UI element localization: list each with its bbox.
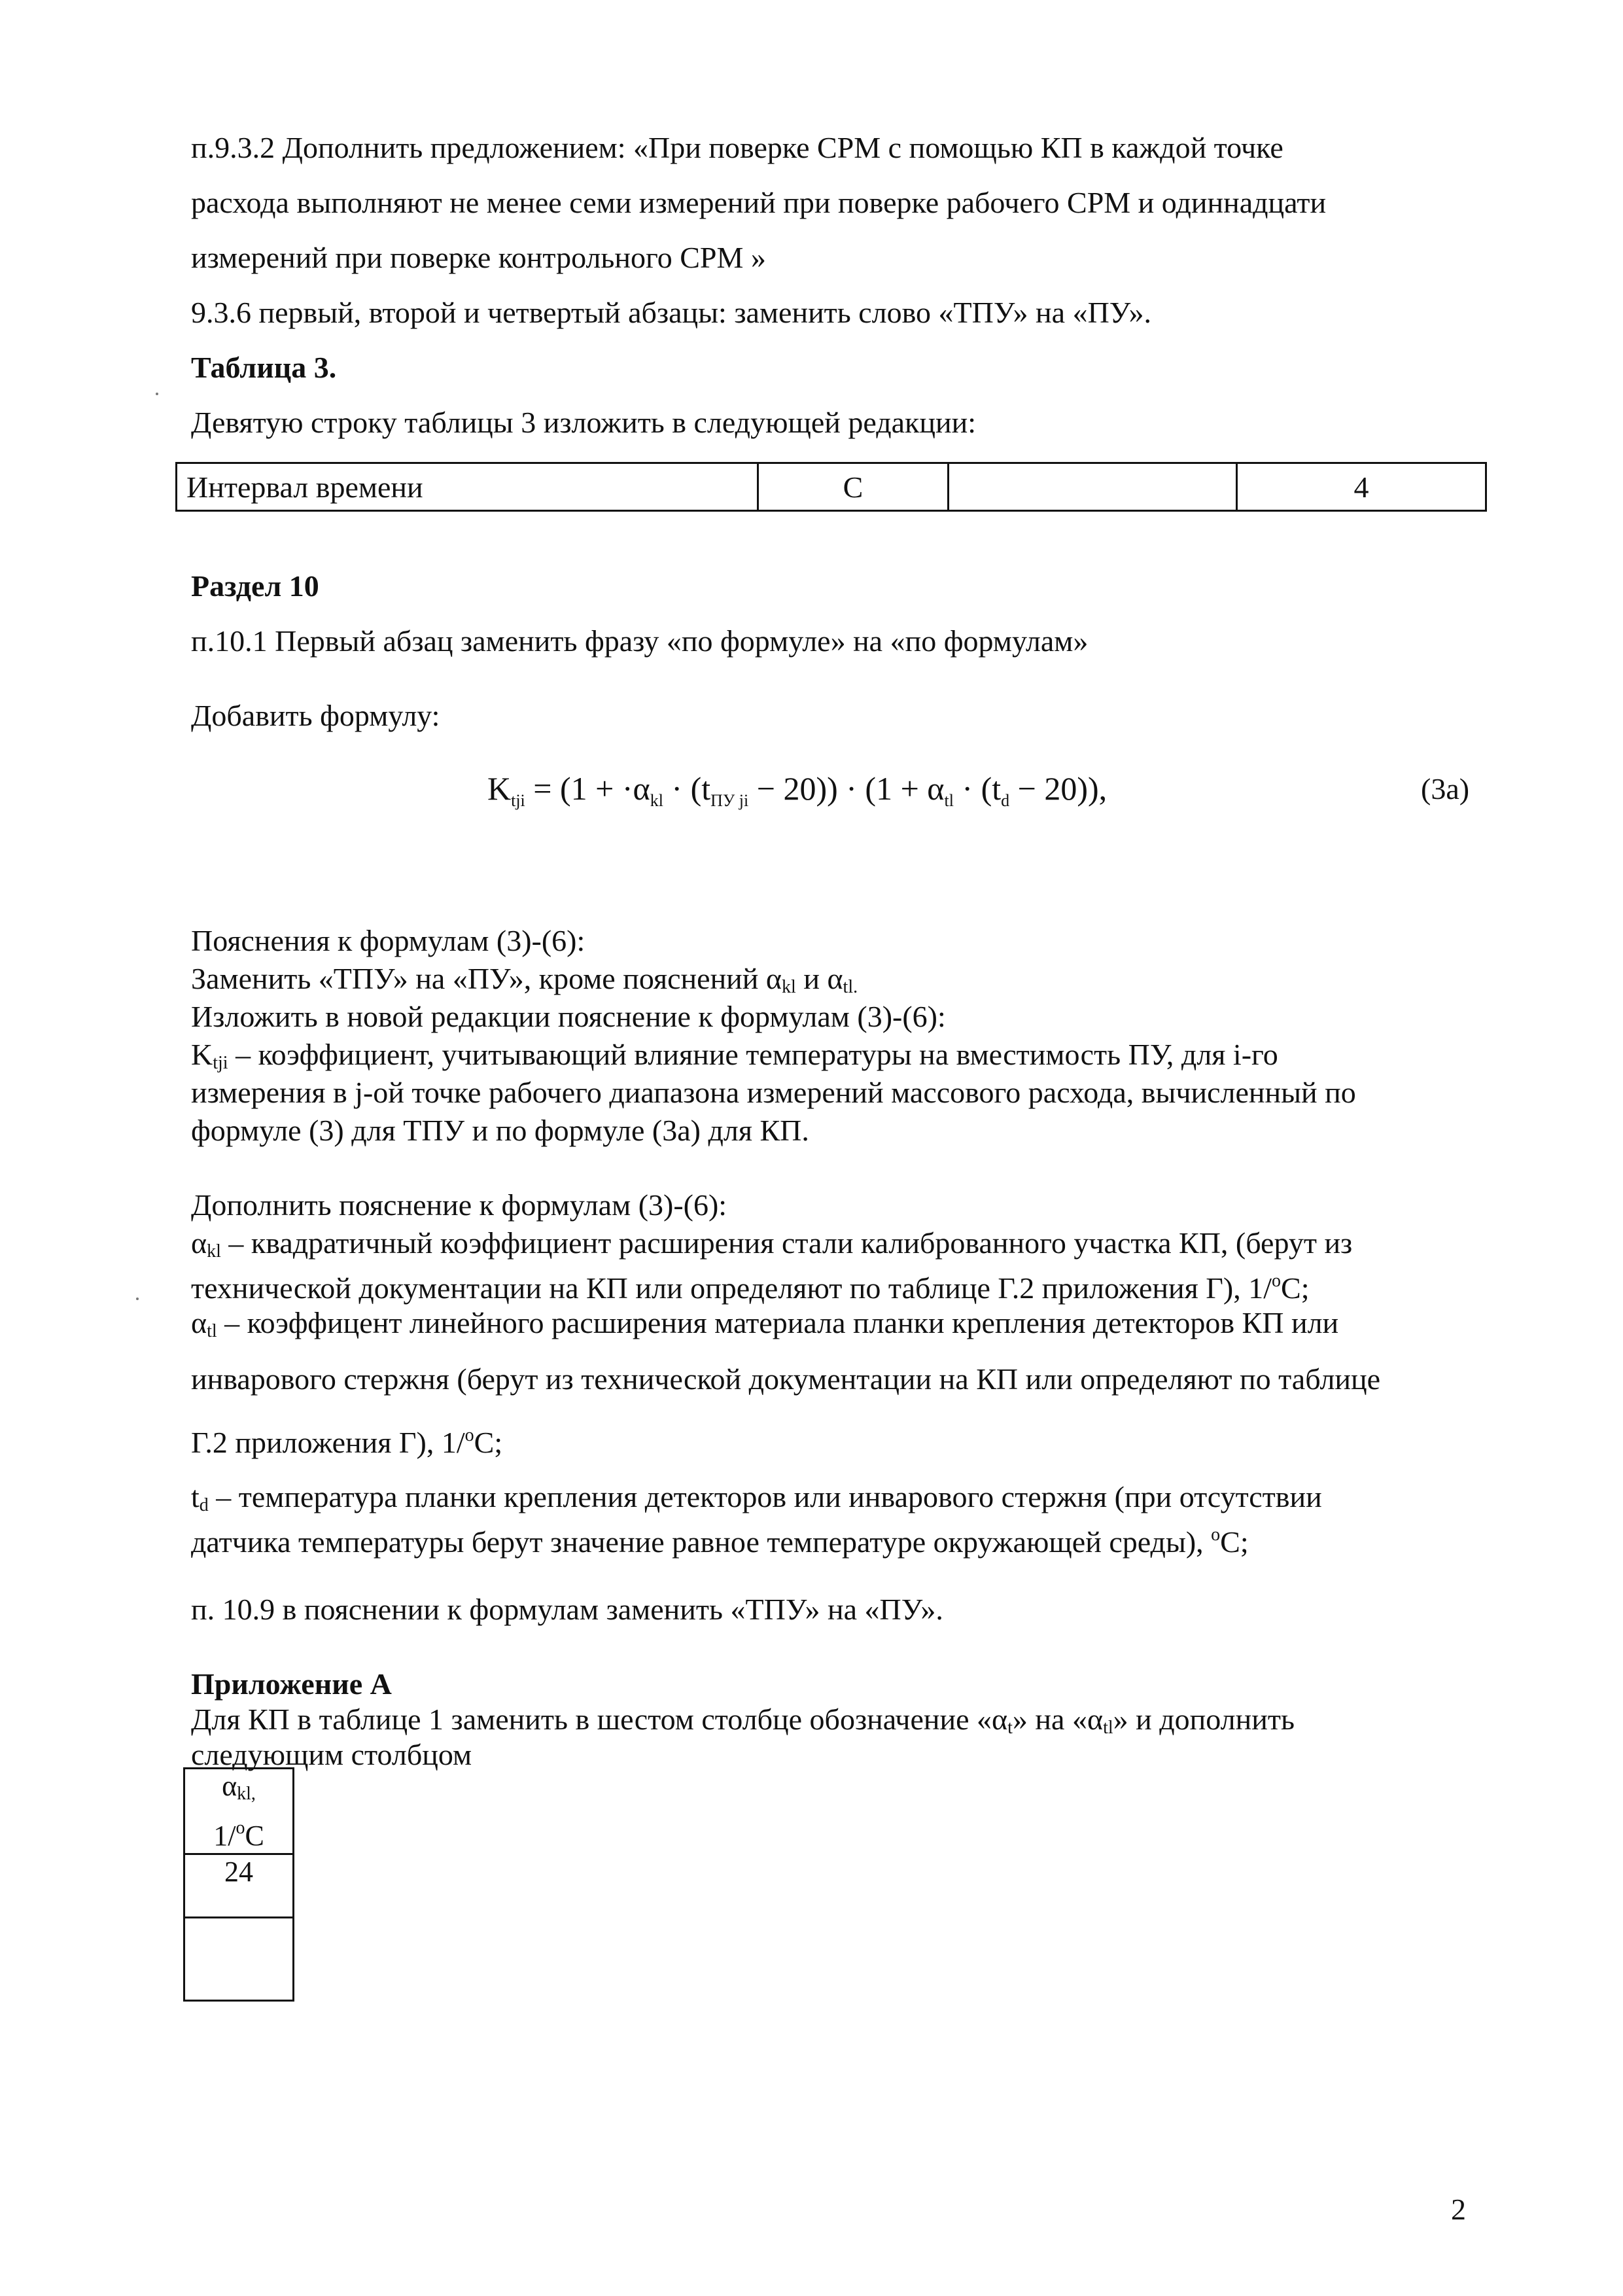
column-header-symbol [185,1769,292,1811]
explanations-line-1: Пояснения к формулам (3)-(6): [191,924,585,957]
alpha-kl-sub: kl, [237,1784,256,1804]
p932-line-2: расхода выполняют не менее семи измерений при поверке рабочего СРМ и одиннадцати [191,186,1327,219]
alpha-kl-symbol: α [222,1770,237,1802]
alpha-kl-def-unit: С; [1281,1271,1310,1305]
page-number: 2 [1451,2193,1466,2226]
scan-speck [136,1298,139,1300]
unit-text: 1/ [213,1820,236,1852]
table-row [184,1769,294,1854]
formula-number: (3а) [1421,772,1470,805]
ktji-symbol: K [191,1038,213,1071]
alpha-kl-def-text-2: технической документации на КП или определяют по таблице Г.2 приложения Г), 1/ [191,1271,1272,1305]
p936-paragraph: 9.3.6 первый, второй и четвертый абзацы: заменить слово «ТПУ» на «ПУ». [191,296,1151,329]
alpha-tl-symbol: α [827,962,843,995]
td-text-1: – температура планки крепления детекторов или инварового стержня (при отсутствии [208,1480,1322,1513]
alpha-tl-line-3 [191,1417,502,1461]
scan-speck [156,393,158,395]
table3-instruction: Девятую строку таблицы 3 изложить в следующей редакции: [191,406,977,439]
column-empty-cell [184,1918,294,2001]
alpha-tl-sub: tl [1103,1718,1113,1738]
alpha-tl-line-2: инварового стержня (берут из технической документации на КП или определяют по таблице [191,1362,1381,1396]
formula-sub-3: tl [944,791,954,810]
alpha-tl-sub: tl. [843,977,858,997]
alpha-tl-def-text-1: – коэффицент линейного расширения материала планки крепления детекторов КП или [217,1306,1339,1339]
additions-line-1: Дополнить пояснение к формулам (3)-(6): [191,1188,727,1222]
p101-paragraph: п.10.1 Первый абзац заменить фразу «по формуле» на «по формулам» [191,624,1089,658]
formula-sub-2: ПУ ji [710,791,749,810]
alpha-kl-def-text-1: – квадратичный коэффициент расширения стали калиброванного участка КП, (берут из [220,1226,1353,1260]
alpha-tl-def-symbol: α [191,1306,207,1339]
table-row [177,463,1486,511]
explanations-line-3: Изложить в новой редакции пояснение к формулам (3)-(6): [191,1000,946,1033]
alpha-tl-def-unit: С; [474,1426,503,1459]
column-header [184,1769,294,1854]
alpha-kl-def-symbol: α [191,1226,207,1260]
alpha-kl-sub: kl [782,977,796,997]
table-row [184,1854,294,1918]
alpha-kl-line-2 [191,1263,1309,1307]
conjunction: и [795,962,828,995]
alpha-tl-def-sub: tl [207,1321,217,1341]
p932-line-3: измерений при поверке контрольного СРМ » [191,241,766,274]
td-line-2 [191,1517,1249,1561]
table3-cell-name: Интервал времени [177,463,758,511]
alpha-tl-symbol: α [1087,1703,1104,1736]
appendix-a-line-2: следующим столбцом [191,1738,472,1771]
alpha-t-sub: t [1007,1718,1013,1738]
explanations-line-2-text: Заменить «ТПУ» на «ПУ», кроме пояснений [191,962,766,995]
degree-sign: o [1211,1525,1221,1545]
degree-sign: o [464,1425,474,1445]
formula-part-2: · (t [663,770,711,807]
p932-line-1: п.9.3.2 Дополнить предложением: «При поверке СРМ с помощью КП в каждой точке [191,131,1283,164]
degree-sign: o [1272,1271,1282,1291]
appendix-a-text-1: Для КП в таблице 1 заменить в шестом столбце обозначение « [191,1703,992,1736]
degree-sign: o [236,1818,245,1838]
formula-part-4: · (t [953,770,1002,807]
section10-heading: Раздел 10 [191,569,319,603]
td-unit: С; [1220,1525,1249,1559]
explanations-line-6: формуле (3) для ТПУ и по формуле (3а) для КП. [191,1114,809,1147]
alpha-t-symbol: α [992,1703,1008,1736]
table-row [184,1918,294,2001]
formula-lhs-sub: tji [511,791,525,810]
column-header-unit [185,1811,292,1853]
explanations-line-5: измерения в j-ой точке рабочего диапазона измерений массового расхода, вычисленный по [191,1076,1356,1109]
alpha-tl-line-1 [191,1305,1338,1350]
p109-paragraph: п. 10.9 в пояснении к формулам заменить «ТПУ» на «ПУ». [191,1593,943,1626]
formula-sub-4: d [1001,791,1010,810]
td-symbol: t [191,1480,200,1513]
table3-row [175,462,1487,512]
unit-text: С [245,1820,264,1852]
appendix-a-text-end: » и дополнить [1113,1703,1295,1736]
formula-sub-1: kl [650,791,663,810]
alpha-kl-symbol: α [765,962,782,995]
explanations-line-4-text: – коэффициент, учитывающий влияние температуры на вместимость ПУ, для i-го [228,1038,1278,1071]
formula-3a [487,766,1107,824]
table3-cell-empty [949,463,1237,511]
column-value: 24 [184,1854,294,1918]
formula-part-3: − 20)) · (1 + α [748,770,945,807]
table3-cell-unit: С [758,463,949,511]
formula-lhs: K [487,770,512,807]
td-text-2: датчика температуры берут значение равное температуре окружающей среды), [191,1525,1212,1559]
alpha-tl-def-text-3: Г.2 приложения Г), 1/ [191,1426,465,1459]
appendix-a-text-mid: » на « [1012,1703,1087,1736]
table3-cell-digits: 4 [1237,463,1486,511]
formula-part-5: − 20)), [1009,770,1108,807]
ktji-sub: tji [213,1053,228,1073]
appendix-a-heading: Приложение А [191,1667,392,1701]
td-sub: d [199,1495,209,1515]
formula-part-1: = (1 + ·α [533,770,650,807]
appendix-a-column-table [183,1767,294,2002]
table3-heading: Таблица 3. [191,351,337,384]
alpha-kl-def-sub: kl [207,1241,221,1262]
add-formula-label: Добавить формулу: [191,699,440,732]
